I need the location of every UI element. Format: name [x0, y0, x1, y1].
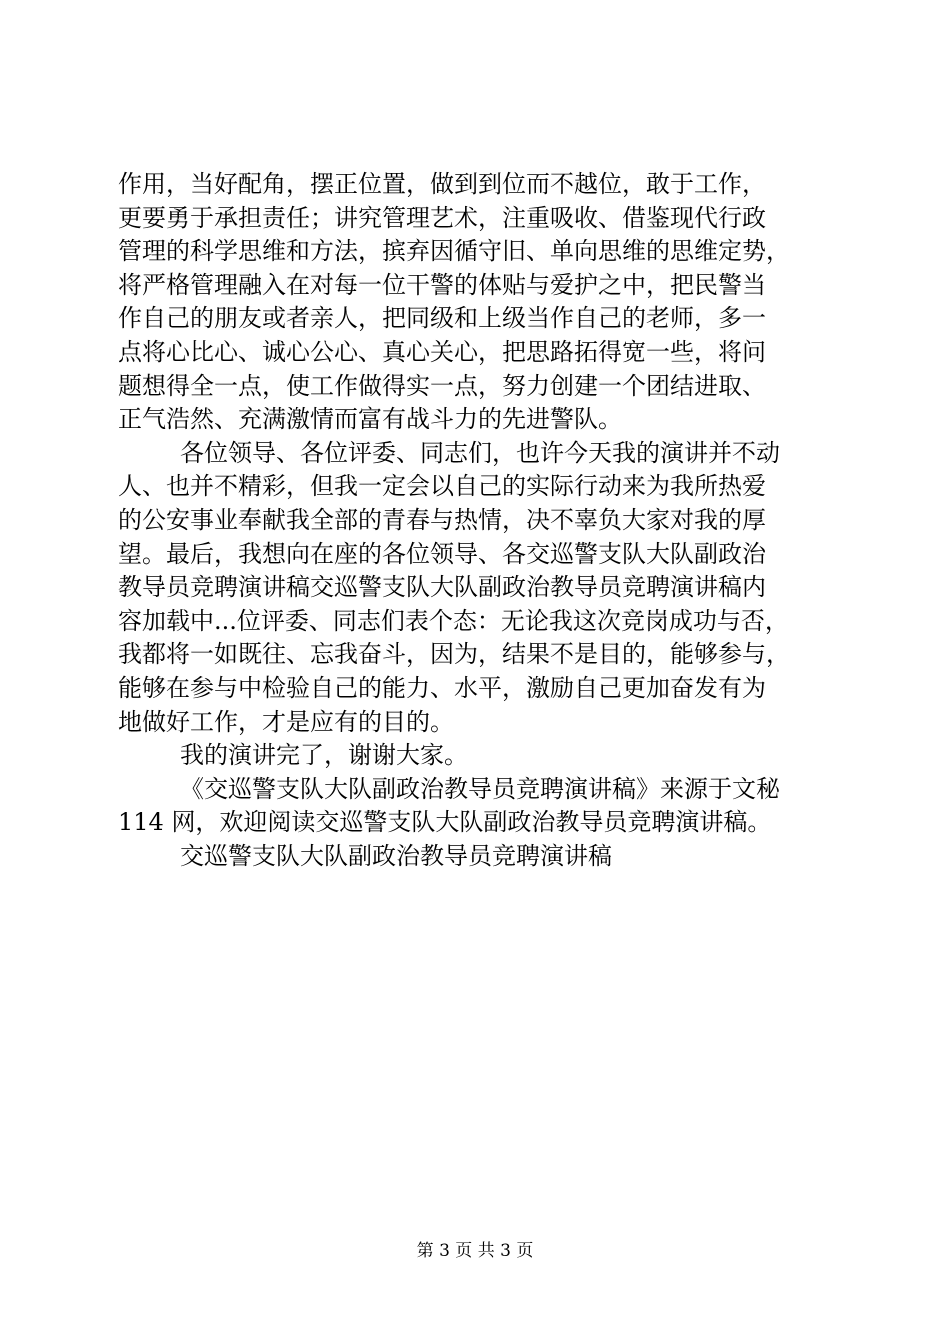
text-line: 能够在参与中检验自己的能力、水平，激励自己更加奋发有为	[118, 673, 766, 702]
text-line: 教导员竞聘演讲稿交巡警支队大队副政治教导员竞聘演讲稿内	[118, 573, 766, 602]
text-line: 我都将一如既往、忘我奋斗，因为，结果不是目的，能够参与，	[118, 640, 790, 669]
text-line: 的公安事业奉献我全部的青春与热情，决不辜负大家对我的厚	[118, 505, 766, 534]
text-line: 我的演讲完了，谢谢大家。	[180, 741, 468, 770]
text-line: 望。最后，我想向在座的各位领导、各交巡警支队大队副政治	[118, 539, 766, 568]
text-line: 各位领导、各位评委、同志们，也许今天我的演讲并不动	[180, 438, 780, 467]
text-line: 正气浩然、充满激情而富有战斗力的先进警队。	[118, 405, 622, 434]
text-line: 人、也并不精彩，但我一定会以自己的实际行动来为我所热爱	[118, 472, 766, 501]
text-line: 《交巡警支队大队副政治教导员竞聘演讲稿》来源于文秘	[180, 774, 780, 803]
text-line: 题想得全一点，使工作做得实一点，努力创建一个团结进取、	[118, 371, 766, 400]
text-line: 更要勇于承担责任；讲究管理艺术，注重吸收、借鉴现代行政	[118, 203, 766, 232]
text-line: 作自己的朋友或者亲人，把同级和上级当作自己的老师，多一	[118, 304, 766, 333]
text-line: 114 网，欢迎阅读交巡警支队大队副政治教导员竞聘演讲稿。	[118, 808, 772, 837]
text-line: 容加载中...位评委、同志们表个态：无论我这次竞岗成功与否，	[118, 606, 789, 635]
document-body	[118, 168, 838, 873]
text-line: 将严格管理融入在对每一位干警的体贴与爱护之中，把民警当	[118, 270, 766, 299]
text-line: 交巡警支队大队副政治教导员竞聘演讲稿	[180, 841, 612, 870]
text-line: 管理的科学思维和方法，摈弃因循守旧、单向思维的思维定势，	[118, 237, 790, 266]
page-number-footer: 第 3 页 共 3 页	[416, 1241, 534, 1261]
text-line: 作用，当好配角，摆正位置，做到到位而不越位，敢于工作，	[118, 170, 766, 198]
text-line: 点将心比心、诚心公心、真心关心，把思路拓得宽一些，将问	[118, 337, 766, 366]
text-line: 地做好工作，才是应有的目的。	[118, 707, 454, 736]
